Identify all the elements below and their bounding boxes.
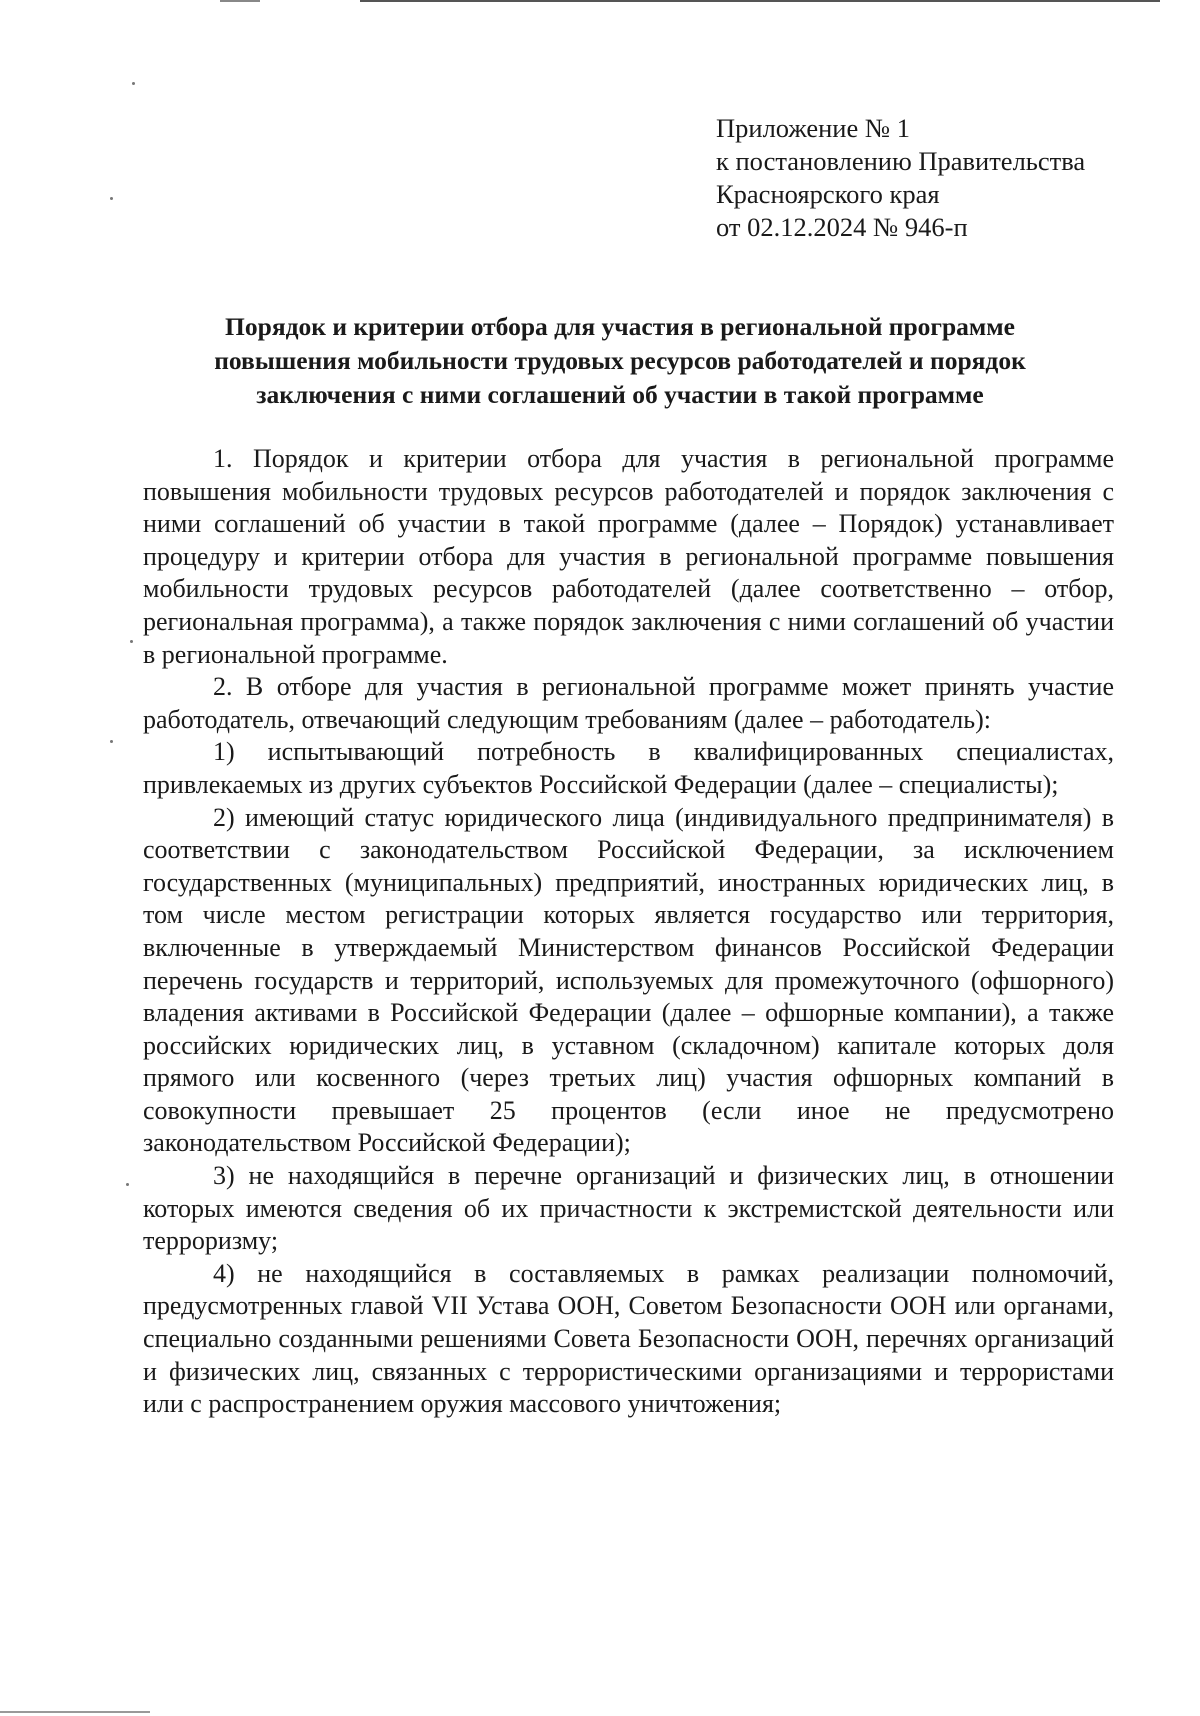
scan-speck [110,740,113,743]
title-line: заключения с ними соглашений об участии в такой программе [256,380,984,409]
appendix-line: к постановлению Правительства [716,146,1086,176]
list-item-2: 2) имеющий статус юридического лица (индивидуального предпринимателя) в соответствии с законодательством Российской Федерации, за исключением государственных (муниципальных) предприятий, иностранных юридических лиц, в том числе местом регистрации которых является государство или территория, включенные в утверждаемый Министерством финансов Российской Федерации перечень государств и территорий, используемых для промежуточного (офшорного) владения активами в Российской Федерации (далее – офшорные компании), а также российских юридических лиц, в уставном (складочном) капитале которых доля прямого или косвенного (через третьих лиц) участия офшорных компаний в совокупности превышает 25 процентов (если иное не предусмотрено законодательством Российской Федерации); [143,802,1114,1158]
scan-speck [110,197,113,200]
list-item-3: 3) не находящийся в перечне организаций и физических лиц, в отношении которых имеются сведения об их причастности к экстремистской деятельности или терроризму; [143,1161,1114,1256]
scan-edge-line-bottom [0,1711,150,1713]
title-line: Порядок и критерии отбора для участия в региональной программе [225,312,1015,341]
scan-edge-mark [220,0,260,2]
appendix-line: от 02.12.2024 № 946-п [716,212,968,242]
list-item-4: 4) не находящийся в составляемых в рамках реализации полномочий, предусмотренных главой VII Устава ООН, Советом Безопасности ООН или органами, специально созданными решениями Совета Безопасности ООН, перечнях организаций и физических лиц, связанных с террористическими организациями и террористами или с распространением оружия массового уничтожения; [143,1258,1114,1419]
appendix-line: Красноярского края [716,179,940,209]
scan-speck [126,1183,129,1186]
appendix-line: Приложение № 1 [716,113,911,143]
scan-speck [132,82,135,85]
appendix-block [716,112,1085,244]
paragraph-1: 1. Порядок и критерии отбора для участия в региональной программе повышения мобильности трудовых ресурсов работодателей и порядок заключения с ними соглашений об участии в такой программе (далее – Порядок) устанавливает процедуру и критерии отбора для участия в региональной программе повышения мобильности трудовых ресурсов работодателей (далее соответственно – отбор, региональная программа), а также порядок заключения с ними соглашений об участии в региональной программе. [143,444,1114,669]
scan-speck [130,640,133,643]
paragraph-2: 2. В отборе для участия в региональной программе может принять участие работодатель, отвечающий следующим требованиям (далее – работодатель): [143,672,1114,734]
scan-edge-line [360,0,1160,2]
title-line: повышения мобильности трудовых ресурсов работодателей и порядок [214,346,1026,375]
document-title [140,310,1100,412]
document-body [143,443,1114,1421]
list-item-1: 1) испытывающий потребность в квалифицированных специалистах, привлекаемых из других субъектов Российской Федерации (далее – специалисты); [143,737,1114,799]
